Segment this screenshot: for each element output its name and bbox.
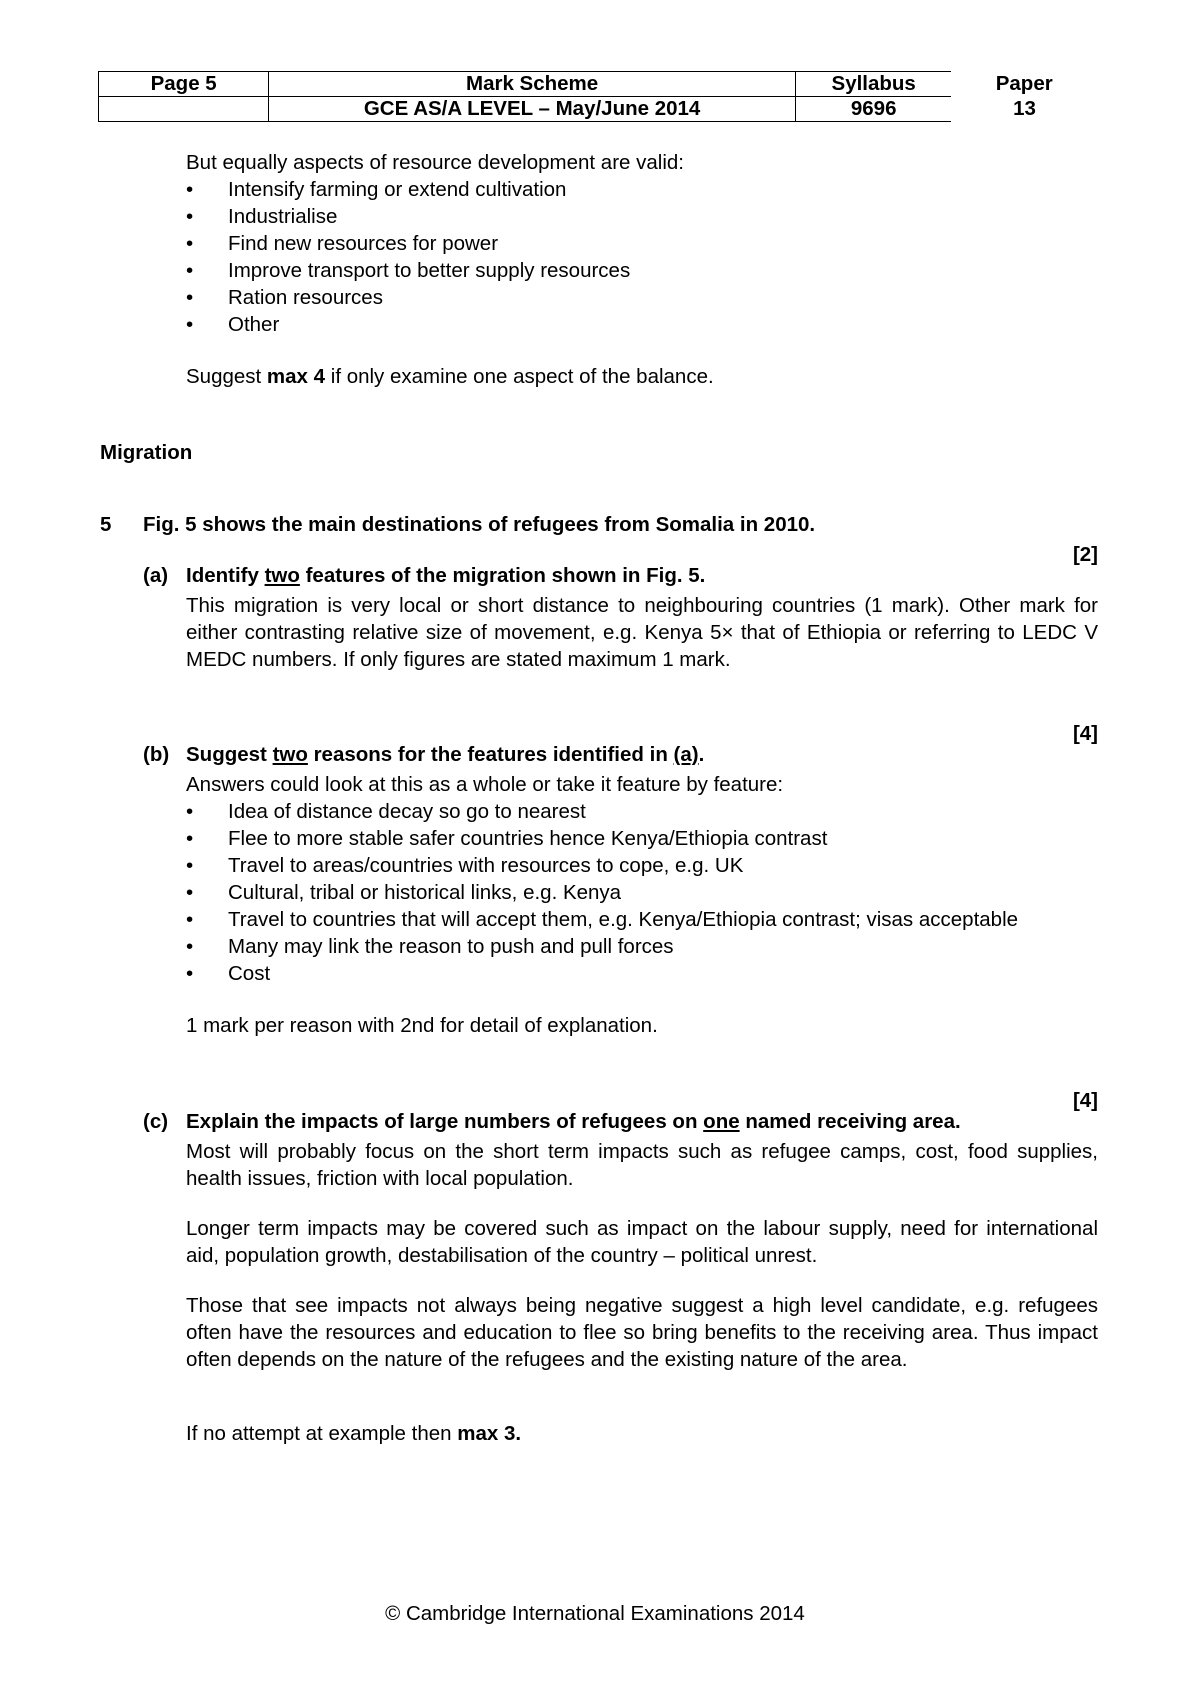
part-c-max-note: If no attempt at example then max 3.	[186, 1422, 522, 1445]
section-title: Migration	[100, 441, 193, 464]
question-number: 5	[100, 512, 112, 536]
part-c-paragraph-1: Most will probably focus on the short term impacts such as refugee camps, cost, food supplies, health issues, friction with local population.	[186, 1140, 1098, 1190]
list-item: • Industrialise	[186, 205, 338, 228]
footer-copyright: © Cambridge International Examinations 2014	[385, 1602, 805, 1625]
header-table	[98, 71, 1098, 122]
list-item: • Find new resources for power	[186, 232, 499, 255]
header-page: Page 5	[99, 72, 269, 97]
list-item: • Travel to areas/countries with resources to cope, e.g. UK	[186, 854, 744, 877]
list-item: • Ration resources	[186, 286, 383, 309]
header-syllabus-label: Syllabus	[795, 72, 951, 97]
part-a-answer: This migration is very local or short distance to neighbouring countries (1 mark). Other mark for either contrasting relative size of movement, e.g. Kenya 5× that of Ethiopia or referring to LEDC V MEDC numbers. If only figures are stated maximum 1 mark.	[186, 594, 1098, 671]
list-item: • Cost	[186, 962, 271, 985]
header-paper: 13	[1013, 97, 1036, 120]
list-item: • Flee to more stable safer countries hence Kenya/Ethiopia contrast	[186, 827, 828, 850]
intro-bullet-list	[186, 176, 630, 338]
question-stem: Fig. 5 shows the main destinations of refugees from Somalia in 2010.	[143, 512, 816, 536]
intro-suggest: Suggest max 4 if only examine one aspect of the balance.	[186, 365, 714, 388]
part-a-marks: [2]	[1072, 543, 1098, 566]
part-a-label: (a)	[143, 563, 169, 587]
part-b-lead: Answers could look at this as a whole or take it feature by feature:	[186, 773, 784, 796]
header-paper-label: Paper	[995, 72, 1053, 95]
header-syllabus: 9696	[795, 97, 951, 122]
part-c-paragraph-3: Those that see impacts not always being negative suggest a high level candidate, e.g. refugees often have the resources and education to flee so bring benefits to the receiving area. Thus impact often depends on the nature of the refugees and the existing nature of the area.	[186, 1294, 1098, 1371]
part-b-bullet-list	[186, 798, 1018, 987]
part-b-label: (b)	[143, 742, 170, 766]
part-b-question: Suggest two reasons for the features identified in (a).	[186, 742, 705, 766]
header-title: Mark Scheme	[269, 72, 796, 97]
part-b-marks: [4]	[1072, 722, 1098, 745]
part-c-label: (c)	[143, 1109, 169, 1133]
part-b-note: 1 mark per reason with 2nd for detail of explanation.	[186, 1014, 658, 1037]
list-item: • Other	[186, 313, 280, 336]
list-item: • Many may link the reason to push and pull forces	[186, 935, 674, 958]
intro-lead: But equally aspects of resource development are valid:	[186, 151, 684, 174]
list-item: • Travel to countries that will accept them, e.g. Kenya/Ethiopia contrast; visas acceptable	[186, 908, 1019, 931]
part-c-question: Explain the impacts of large numbers of refugees on one named receiving area.	[186, 1109, 961, 1133]
header-exam: GCE AS/A LEVEL – May/June 2014	[269, 97, 796, 122]
header-empty-cell	[99, 97, 269, 122]
list-item: • Improve transport to better supply resources	[186, 259, 631, 282]
list-item: • Intensify farming or extend cultivation	[186, 178, 567, 201]
part-a-question: Identify two features of the migration shown in Fig. 5.	[186, 563, 706, 587]
list-item: • Cultural, tribal or historical links, e.g. Kenya	[186, 881, 622, 904]
list-item: • Idea of distance decay so go to nearest	[186, 800, 586, 823]
part-c-paragraph-2: Longer term impacts may be covered such as impact on the labour supply, need for international aid, population growth, destabilisation of the country – political unrest.	[186, 1217, 1098, 1267]
part-c-marks: [4]	[1072, 1089, 1098, 1112]
